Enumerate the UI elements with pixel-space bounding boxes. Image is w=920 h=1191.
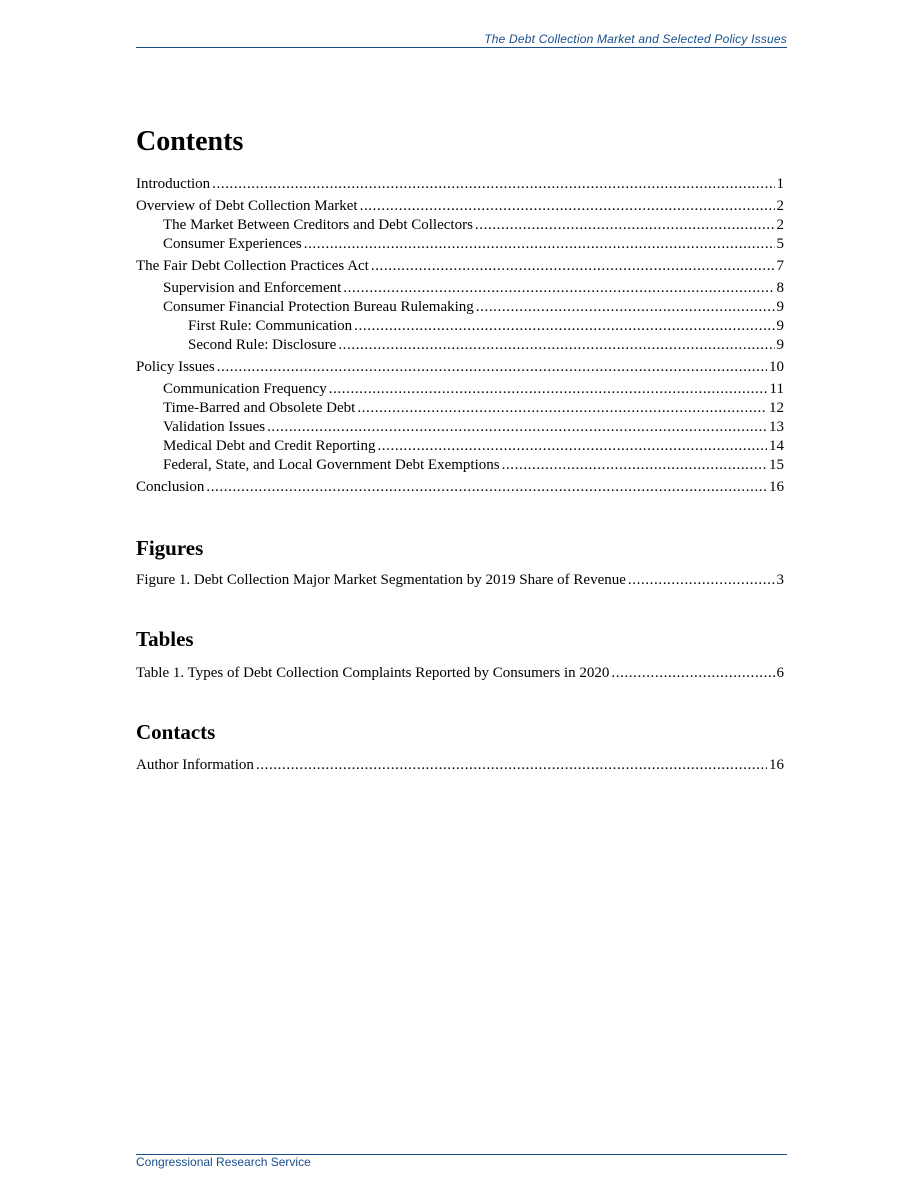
toc-entry[interactable]: Table 1. Types of Debt Collection Complaints Reported by Consumers in 2020 ..... 6 [136,663,784,682]
toc-page [136,124,784,774]
dot-leader [343,278,774,298]
dot-leader [212,174,774,194]
dot-leader [267,417,767,437]
running-footer: Congressional Research Service [136,1155,311,1169]
figures-heading: Figures [136,536,204,560]
toc-entry[interactable]: Time-Barred and Obsolete Debt ..... 12 [136,398,784,417]
contents-list [136,174,784,496]
header-rule [136,47,787,48]
contacts-list [136,755,784,774]
toc-entry[interactable]: Figure 1. Debt Collection Major Market Segmentation by 2019 Share of Revenue ..... 3 [136,570,784,589]
dot-leader [611,663,774,683]
toc-entry[interactable]: The Market Between Creditors and Debt Collectors ..... 2 [136,215,784,234]
dot-leader [354,316,774,336]
dot-leader [360,196,775,216]
figures-list [136,570,784,589]
dot-leader [628,570,775,590]
toc-entry[interactable]: Validation Issues ..... 13 [136,417,784,436]
tables-list [136,663,784,682]
toc-entry[interactable]: Policy Issues ..... 10 [136,357,784,376]
dot-leader [338,335,774,355]
toc-entry[interactable]: Communication Frequency ..... 11 [136,379,784,398]
toc-entry[interactable]: Author Information ..... 16 [136,755,784,774]
toc-entry[interactable]: Second Rule: Disclosure ..... 9 [136,335,784,354]
dot-leader [475,215,775,235]
toc-entry[interactable]: Overview of Debt Collection Market ..... 2 [136,196,784,215]
dot-leader [329,379,768,399]
dot-leader [304,234,775,254]
contents-heading: Contents [136,126,244,157]
toc-entry[interactable]: First Rule: Communication ..... 9 [136,316,784,335]
toc-entry[interactable]: Consumer Financial Protection Bureau Rulemaking ..... 9 [136,297,784,316]
dot-leader [377,436,767,456]
running-header: The Debt Collection Market and Selected Policy Issues [484,32,787,46]
toc-entry[interactable]: Federal, State, and Local Government Debt Exemptions ..... 15 [136,455,784,474]
toc-entry[interactable]: Consumer Experiences ..... 5 [136,234,784,253]
dot-leader [502,455,767,475]
toc-entry[interactable]: Medical Debt and Credit Reporting ..... 14 [136,436,784,455]
dot-leader [206,477,767,497]
toc-entry[interactable]: The Fair Debt Collection Practices Act ..... 7 [136,256,784,275]
toc-entry[interactable]: Introduction ..... 1 [136,174,784,193]
tables-heading: Tables [136,627,194,651]
dot-leader [256,755,767,775]
dot-leader [371,256,775,276]
toc-entry[interactable]: Conclusion ..... 16 [136,477,784,496]
dot-leader [217,357,767,377]
dot-leader [357,398,767,418]
contacts-heading: Contacts [136,720,216,744]
toc-entry[interactable]: Supervision and Enforcement ..... 8 [136,278,784,297]
dot-leader [476,297,775,317]
